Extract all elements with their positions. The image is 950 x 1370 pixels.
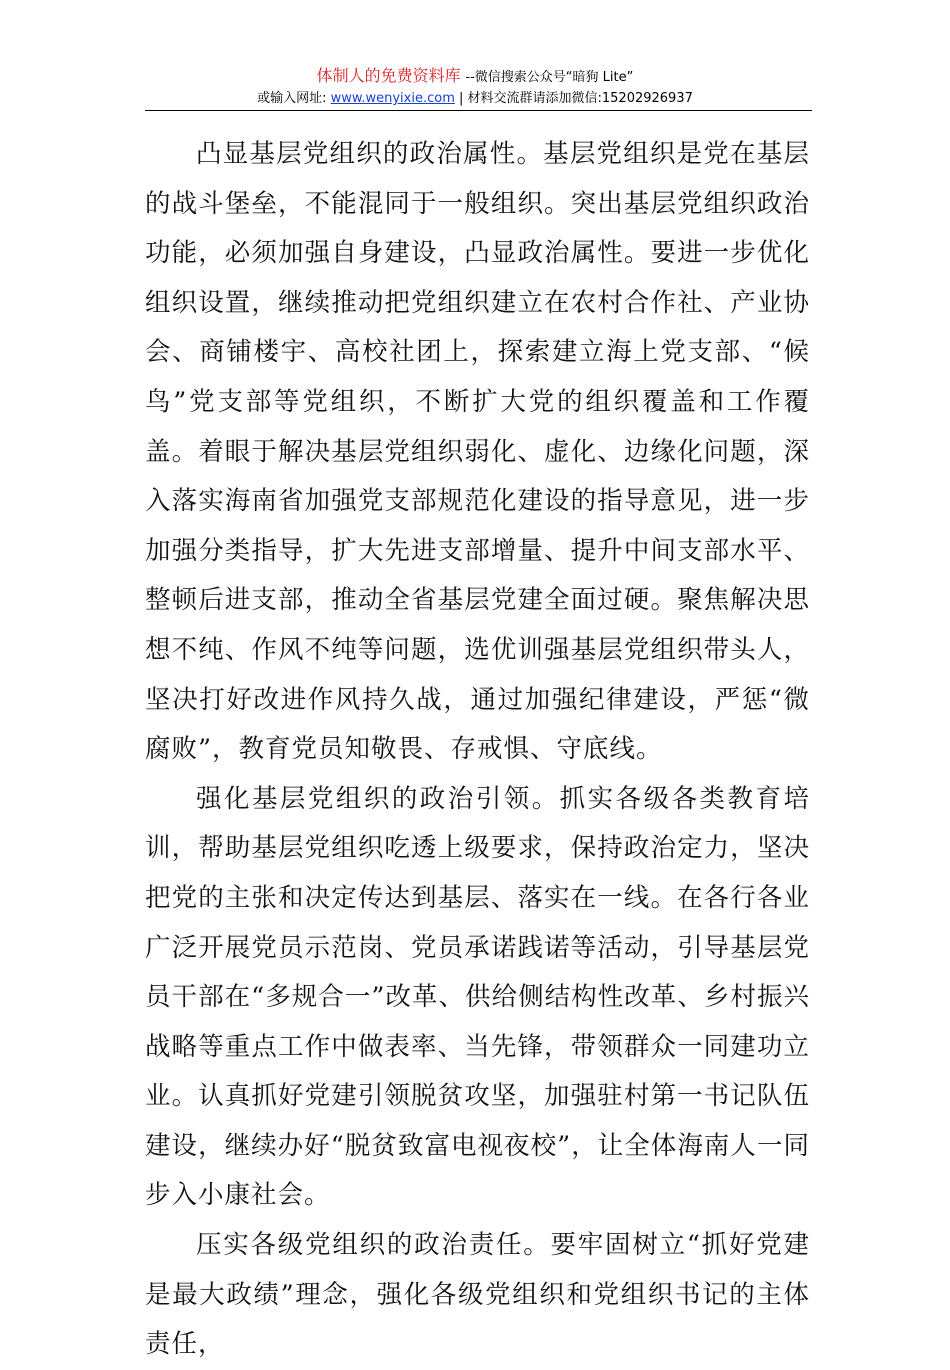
header-url-prefix: 或输入网址: [257,91,327,106]
header-contact: | 材料交流群请添加微信:15202926937 [459,91,693,106]
paragraph: 强化基层党组织的政治引领。抓实各级各类教育培训，帮助基层党组织吃透上级要求，保持政治定力，坚决把党的主张和决定传达到基层、落实在一线。在各行各业广泛开展党员示范岗、党员承诺践诺等活动，引导基层党员干部在“多规合一”改革、供给侧结构性改革、乡村振兴战略等重点工作中做表率、当先锋，带领群众一同建功立业。认真抓好党建引领脱贫攻坚，加强驻村第一书记队伍建设，继续办好“脱贫致富电视夜校”，让全体海南人一同步入小康社会。 [145,783,810,1211]
header-line-2 [0,90,950,108]
header-divider [145,110,812,111]
header-title: 体制人的免费资料库 [316,66,461,85]
paragraph: 凸显基层党组织的政治属性。基层党组织是党在基层的战斗堡垒，不能混同于一般组织。突出基层党组织政治功能，必须加强自身建设，凸显政治属性。要进一步优化组织设置，继续推动把党组织建立在农村合作社、产业协会、商铺楼宇、高校社团上，探索建立海上党支部、“候鸟”党支部等党组织，不断扩大党的组织覆盖和工作覆盖。着眼于解决基层党组织弱化、虚化、边缘化问题，深入落实海南省加强党支部规范化建设的指导意见，进一步加强分类指导，扩大先进支部增量、提升中间支部水平、整顿后进支部，推动全省基层党建全面过硬。聚焦解决思想不纯、作风不纯等问题，选优训强基层党组织带头人，坚决打好改进作风持久战，通过加强纪律建设，严惩“微腐败”，教育党员知敬畏、存戒惧、守底线。 [145,139,810,765]
header-line-1 [0,66,950,88]
page-header [0,66,950,108]
header-url-link[interactable]: www.wenyixie.com [330,91,455,106]
document-body [145,130,810,1370]
paragraph: 压实各级党组织的政治责任。要牢固树立“抓好党建是最大政绩”理念，强化各级党组织和党组织书记的主体责任， [145,1230,810,1360]
header-subtitle: --微信搜索公众号“暗狗 Lite” [465,70,634,85]
